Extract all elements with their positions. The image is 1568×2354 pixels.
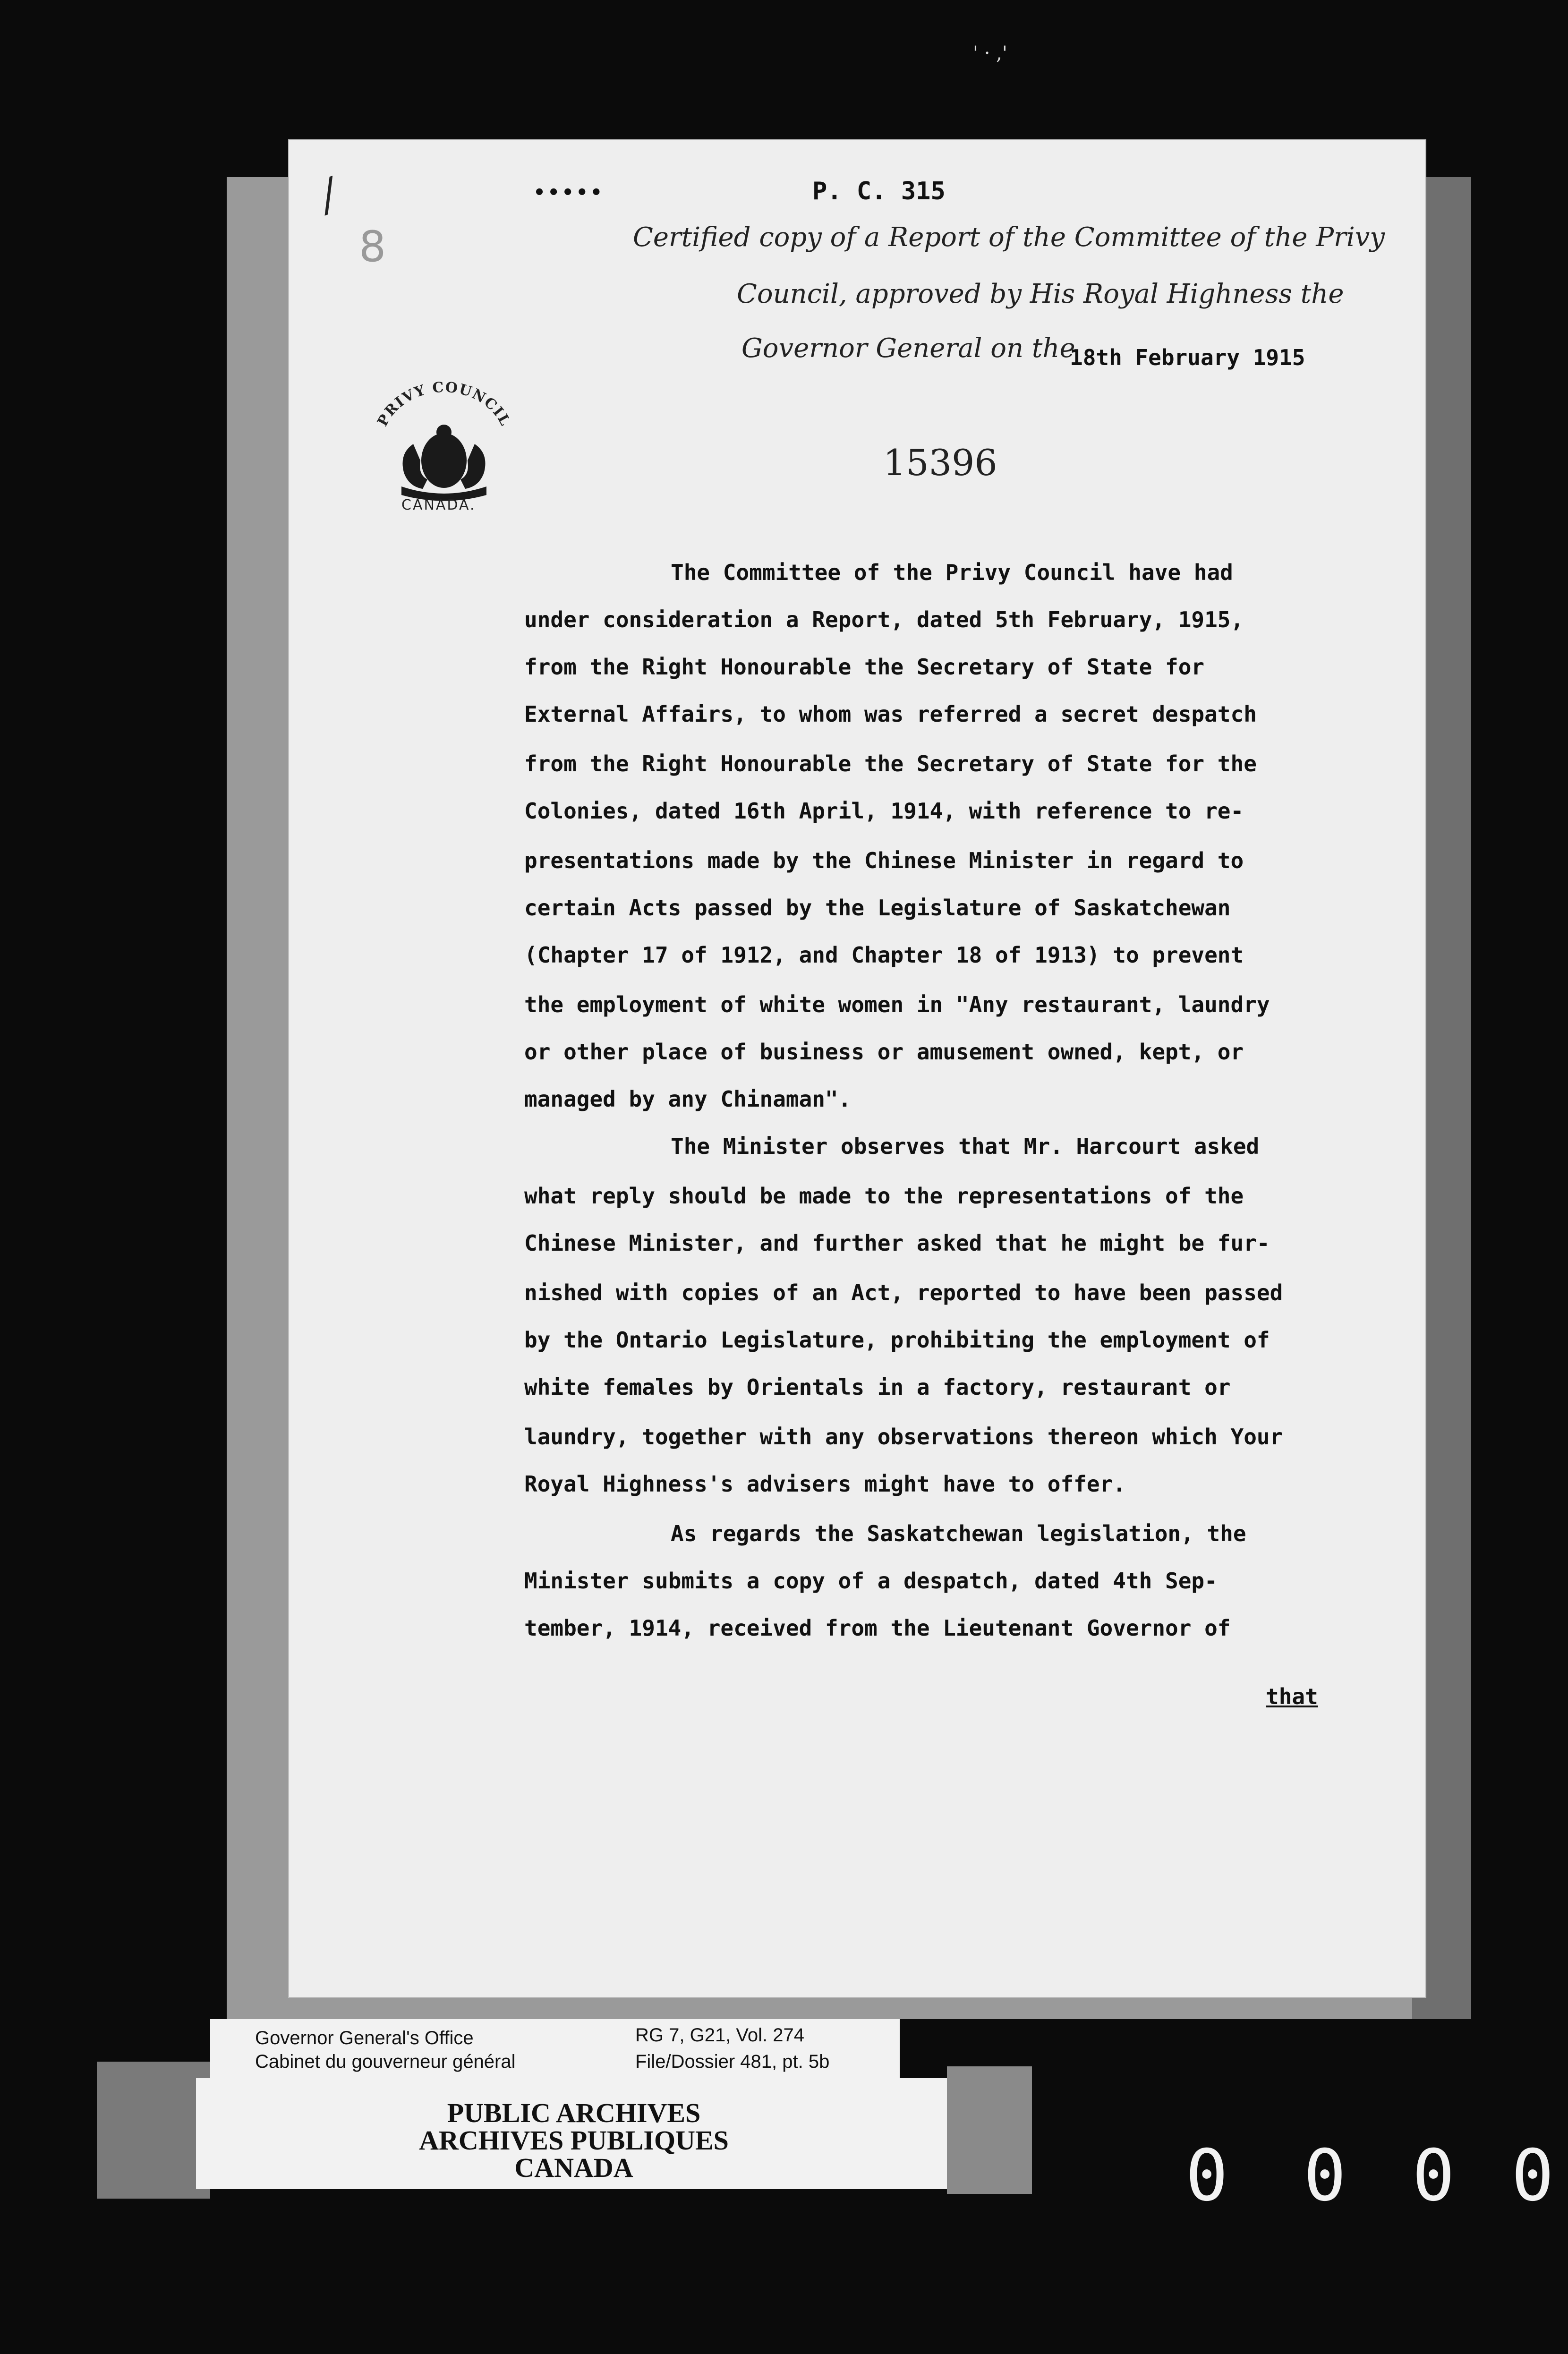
svg-text:PRIVY COUNCIL: PRIVY COUNCIL [374, 379, 514, 429]
archives-title-country: CANADA [514, 2152, 633, 2183]
body-line-16: nished with copies of an Act, reported to have been passed [524, 1280, 1283, 1305]
certified-line-2: Council, approved by His Royal Highness the [737, 279, 1344, 309]
body-line-1: The Committee of the Privy Council have had [671, 560, 1233, 585]
body-line-13: The Minister observes that Mr. Harcourt asked [671, 1134, 1260, 1159]
frame-counter-digit: 0 [1185, 2135, 1228, 2217]
label-shadow-right [947, 2066, 1032, 2194]
public-archives-label [196, 2078, 952, 2189]
body-line-14: what reply should be made to the representations of the [524, 1183, 1244, 1209]
body-line-11: or other place of business or amusement owned, kept, or [524, 1039, 1244, 1065]
body-line-18: white females by Orientals in a factory, restaurant or [524, 1374, 1231, 1400]
body-line-8: certain Acts passed by the Legislature of Saskatchewan [524, 895, 1231, 921]
archive-reference-label [210, 2019, 900, 2078]
file-number: 15396 [883, 442, 997, 484]
body-line-2: under consideration a Report, dated 5th February, 1915, [524, 607, 1244, 632]
body-line-19: laundry, together with any observations thereon which Your [524, 1424, 1283, 1450]
frame-counter-digit: 0 [1511, 2135, 1554, 2217]
body-line-9: (Chapter 17 of 1912, and Chapter 18 of 1913) to prevent [524, 942, 1244, 968]
film-specks: ' · ,' [973, 43, 1007, 64]
body-line-10: the employment of white women in "Any restaurant, laundry [524, 992, 1270, 1017]
body-line-17: by the Ontario Legislature, prohibiting the employment of [524, 1327, 1270, 1353]
body-line-6: Colonies, dated 16th April, 1914, with reference to re- [524, 798, 1244, 824]
body-line-20: Royal Highness's advisers might have to offer. [524, 1471, 1126, 1497]
body-line-5: from the Right Honourable the Secretary of State for the [524, 751, 1257, 776]
catchword: that [1266, 1684, 1318, 1709]
frame-counter-digit: 0 [1304, 2135, 1346, 2217]
body-line-12: managed by any Chinaman". [524, 1086, 852, 1112]
body-line-23: tember, 1914, received from the Lieutenant Governor of [524, 1615, 1231, 1641]
body-line-4: External Affairs, to whom was referred a secret despatch [524, 701, 1257, 727]
marginal-pencil-number: 8 [359, 222, 386, 272]
archives-title-french: ARCHIVES PUBLIQUES [419, 2125, 729, 2156]
certified-line-1: Certified copy of a Report of the Committee of the Privy [633, 222, 1385, 253]
body-line-21: As regards the Saskatchewan legislation, the [671, 1521, 1246, 1546]
marginal-tick: / [313, 169, 344, 221]
frame-counter-digit: 0 [1412, 2135, 1455, 2217]
certified-line-3: Governor General on the [741, 333, 1075, 364]
body-line-22: Minister submits a copy of a despatch, dated 4th Sep- [524, 1568, 1218, 1594]
seal-label: CANADA. [401, 497, 476, 513]
body-line-7: presentations made by the Chinese Minister in regard to [524, 848, 1244, 873]
office-english: Governor General's Office [255, 2028, 474, 2048]
certified-date: 18th February 1915 [1070, 345, 1305, 370]
pc-number: P. C. 315 [812, 177, 946, 205]
body-line-3: from the Right Honourable the Secretary of State for [524, 654, 1205, 680]
label-shadow-left [97, 2062, 210, 2199]
file-reference: File/Dossier 481, pt. 5b [635, 2051, 830, 2072]
body-line-15: Chinese Minister, and further asked that he might be fur- [524, 1230, 1270, 1256]
marker-dots: ••••• [534, 182, 605, 204]
record-group-reference: RG 7, G21, Vol. 274 [635, 2025, 804, 2046]
office-french: Cabinet du gouverneur général [255, 2051, 516, 2072]
archives-title-english: PUBLIC ARCHIVES [447, 2098, 701, 2128]
